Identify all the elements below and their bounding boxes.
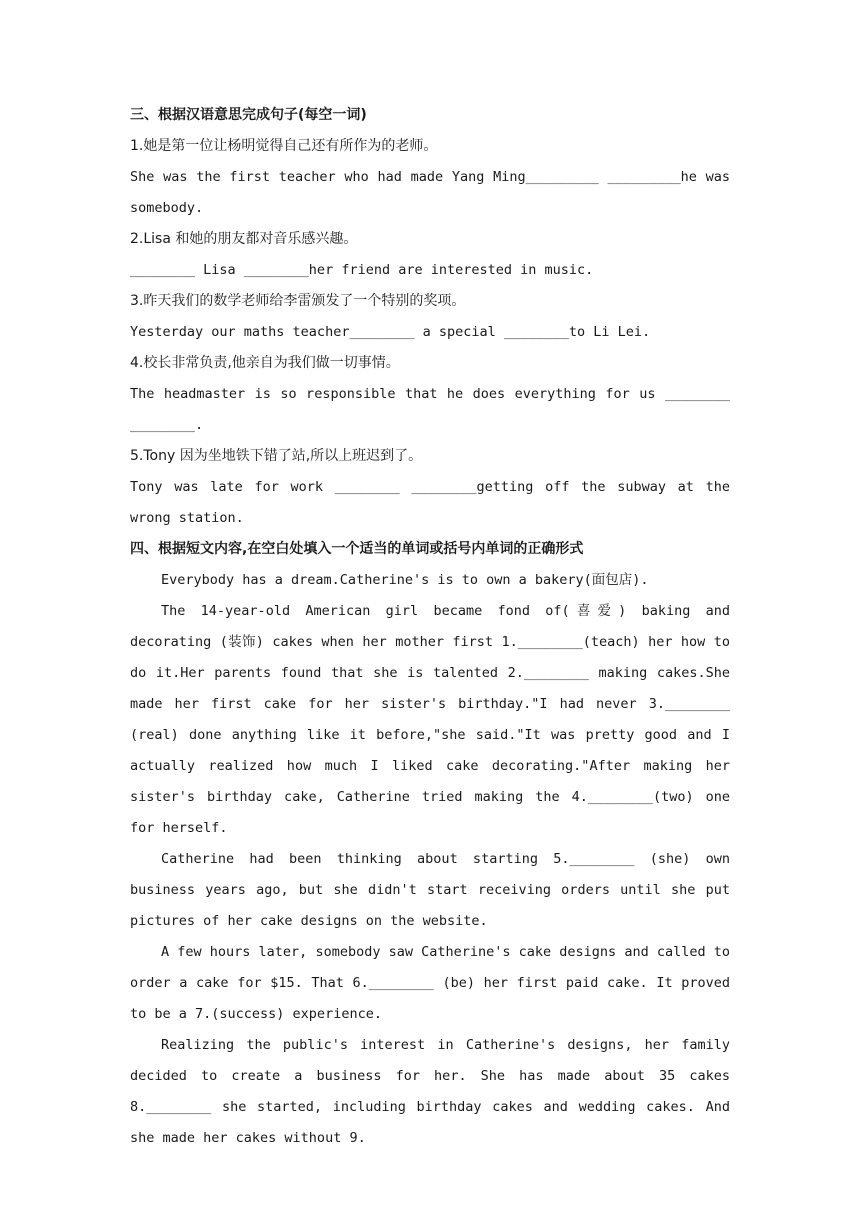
passage-paragraph-5: Realizing the public's interest in Catherine's designs, her family decided to create a business for her. She has made about 35 cakes 8.________ she started, including birthday cakes and wedding cakes. And she made her cakes without 9.	[130, 1037, 730, 1146]
item-1-chinese: 1.她是第一位让杨明觉得自己还有所作为的老师。	[130, 138, 438, 154]
section-3-item-1	[130, 131, 730, 224]
item-3-english: Yesterday our maths teacher________ a special ________to Li Lei.	[130, 324, 651, 340]
section-3-item-3	[130, 286, 730, 348]
passage-paragraph-2: The 14-year-old American girl became fond of(喜爱) baking and decorating (装饰) cakes when her mother first 1.________(teach) her how to do it.Her parents found that she is talented 2.________ making cakes.She made her first cake for her sister's birthday."I had never 3.________ (real) done anything like it before,"she said."It was pretty good and I actually realized how much I liked cake decorating."After making her sister's birthday cake, Catherine tried making the 4.________(two) one for herself.	[130, 603, 730, 836]
passage-paragraph-4: A few hours later, somebody saw Catherine's cake designs and called to order a cake for $15. That 6.________ (be) her first paid cake. It proved to be a 7.(success) experience.	[130, 944, 730, 1022]
passage-paragraph-3: Catherine had been thinking about starting 5.________ (she) own business years ago, but she didn't start receiving orders until she put pictures of her cake designs on the website.	[130, 851, 730, 929]
section-3-item-4	[130, 348, 730, 441]
section-3-item-5	[130, 441, 730, 534]
passage-paragraph-1: Everybody has a dream.Catherine's is to own a bakery(面包店).	[161, 572, 649, 588]
section-4-heading: 四、根据短文内容,在空白处填入一个适当的单词或括号内单词的正确形式	[130, 541, 584, 557]
item-5-english: Tony was late for work ________ ________getting off the subway at the wrong station.	[130, 479, 730, 526]
item-5-chinese: 5.Tony 因为坐地铁下错了站,所以上班迟到了。	[130, 448, 423, 464]
item-4-english: The headmaster is so responsible that he does everything for us ________ ________.	[130, 386, 730, 433]
item-3-chinese: 3.昨天我们的数学老师给李雷颁发了一个特别的奖项。	[130, 293, 466, 309]
item-1-english: She was the first teacher who had made Yang Ming_________ _________he was somebody.	[130, 169, 730, 216]
section-3-heading: 三、根据汉语意思完成句子(每空一词)	[130, 107, 367, 123]
item-4-chinese: 4.校长非常负责,他亲自为我们做一切事情。	[130, 355, 400, 371]
section-3-item-2	[130, 224, 730, 286]
worksheet-page	[130, 100, 730, 1154]
item-2-chinese: 2.Lisa 和她的朋友都对音乐感兴趣。	[130, 231, 358, 247]
item-2-english: ________ Lisa ________her friend are interested in music.	[130, 262, 594, 278]
